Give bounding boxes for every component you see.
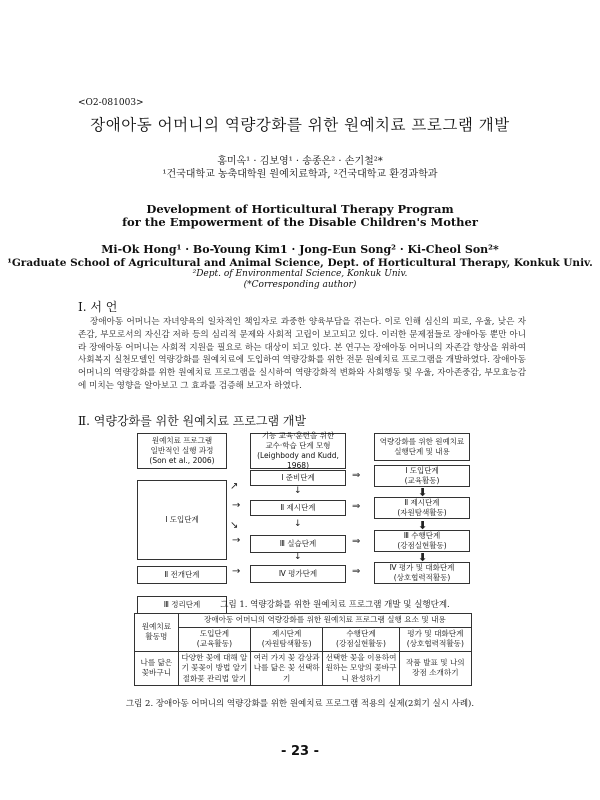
fig1-col2-stage-label: Ⅰ 준비단계	[281, 473, 315, 482]
section-1-body	[78, 316, 526, 393]
fig1-col3-stage-title: Ⅱ 제시단계	[404, 498, 440, 507]
table-col-title: 수행단계	[346, 628, 376, 638]
fig1-col2-stage	[250, 535, 346, 553]
fig1-col3-header-line: 역량강화를 위한 원예치료	[379, 437, 465, 446]
right-arrow-icon: →	[232, 500, 241, 511]
section-1-heading: Ⅰ. 서 언	[78, 300, 118, 314]
section-1-paragraph: 장애아동 어머니는 자녀양육의 일차적인 책임자로 과중한 양육부담을 겪는다. 이로 인해 심신의 피로, 우울, 낮은 자존감, 부모로서의 자신감 저하 등의 심리적 문제와 사회적 고립이 보고되고 있다. 이러한 문제점들로 장애아동 뿐만 아니라 장애아동 어머니는 사회적 지원을 필요로 하는 대상이 되고 있다. 본 연구는 장애아동 어머니의 자존감 향상을 위하여 사회복지 실천모델인 역량강화를 원예치료에 도입하여 역량강화를 위한 전문 원예치료 프로그램을 개발하였다. 장애아동 어머니의 역량강화를 위한 원예치료 프로그램을 실시하여 역량강화적 변화와 사회행동 및 우울, 자아존중감, 부모효능감에 미치는 영향을 알아보고 그 효과를 검증해 보고자 하였다.	[78, 317, 526, 391]
fig1-col2-header-line: (Leighbody and Kudd, 1968)	[257, 451, 339, 470]
table-col-header	[323, 627, 399, 651]
fig1-col3-stage-sub: (교육활동)	[404, 476, 440, 485]
diagonal-arrow-icon: ↗	[230, 481, 239, 492]
fig1-col2-header-line: 기능 교육·훈련을 위한	[261, 431, 335, 440]
double-arrow-icon: ⇒	[352, 566, 361, 577]
affiliation-english-dept: ²Dept. of Environmental Science, Konkuk Univ.	[192, 269, 408, 279]
table-col-title: 평가 및 대화단계	[407, 628, 464, 638]
fig1-col1-header-line: (Son et al., 2006)	[149, 456, 215, 465]
double-arrow-icon: ⇒	[352, 501, 361, 512]
bold-down-arrow-icon: ⬇	[418, 519, 428, 532]
fig1-col2-stage-label: Ⅳ 평가단계	[278, 569, 318, 578]
table-col-header	[251, 627, 323, 651]
fig1-col3-header	[374, 433, 470, 461]
table-col-sub: (자원탐색활동)	[261, 639, 312, 648]
double-arrow-icon: ⇒	[352, 470, 361, 481]
authors-korean: 홍미옥¹ · 김보영¹ · 송종은² · 손기철²*	[217, 156, 383, 167]
table-col-header	[399, 627, 471, 651]
table-col-sub: (강점실현활동)	[336, 639, 386, 648]
title-english	[0, 203, 600, 229]
table-cell: 다양한 꽃에 대해 알기 꽃꽂이 방법 알기 절화꽃 관리법 알기	[178, 651, 250, 686]
table-cell: 작품 발표 및 나의 장점 소개하기	[399, 651, 471, 686]
table-col-header	[178, 627, 250, 651]
fig1-col2-stage	[250, 500, 346, 516]
fig1-col3-stage-title: Ⅲ 수행단계	[403, 531, 441, 540]
down-arrow-icon: ↓	[294, 486, 302, 496]
fig1-col1-stage	[137, 480, 227, 560]
figure-1-caption: 그림 1. 역량강화를 위한 원예치료 프로그램 개발 및 실행단계.	[220, 600, 450, 610]
fig1-col1-stage-label: Ⅰ 도입단계	[165, 515, 199, 524]
table-col-title: 도입단계	[199, 628, 230, 638]
right-arrow-icon: →	[232, 566, 241, 577]
fig1-col3-stage	[374, 562, 470, 584]
table-row-name: 나를 닮은 꽃바구니	[135, 651, 179, 686]
fig1-col2-header-line: 교수·학습 단계 모형	[265, 441, 331, 450]
figure-2-caption: 그림 2. 장애아동 어머니의 역량강화를 위한 원예치료 프로그램 적용의 실제(2회기 실시 사례).	[125, 699, 475, 709]
fig1-col2-stage	[250, 470, 346, 486]
fig1-col3-header-line: 실행단계 및 내용	[394, 447, 450, 456]
right-arrow-icon: →	[232, 535, 241, 546]
table-col-sub: (상호협력적활동)	[406, 639, 464, 648]
table-span-header: 장애아동 어머니의 역량강화를 위한 원예치료 프로그램 실행 요소 및 내용	[178, 614, 471, 628]
double-arrow-icon: ⇒	[352, 536, 361, 547]
fig1-col1-header-line: 원예치료 프로그램	[151, 436, 213, 445]
table-cell: 여러 가지 꽃 감상과 나를 닮은 꽃 선택하기	[251, 651, 323, 686]
fig1-col3-stage-title: Ⅳ 평가 및 대화단계	[389, 563, 455, 572]
title-korean: 장애아동 어머니의 역량강화를 위한 원예치료 프로그램 개발	[90, 116, 510, 134]
fig1-col3-stage	[374, 465, 470, 487]
table-col-title: 제시단계	[272, 628, 302, 638]
authors-english: Mi-Ok Hong¹ · Bo-Young Kim1 · Jong-Eun Song² · Ki-Cheol Son²*	[101, 243, 499, 256]
table-row	[135, 651, 472, 686]
fig1-col3-stage-sub: (강점실현활동)	[397, 541, 447, 550]
diagonal-arrow-icon: ↘	[230, 520, 239, 531]
fig1-col3-stage-sub: (자원탐색활동)	[397, 508, 447, 517]
fig1-col3-stage	[374, 497, 470, 519]
fig1-col3-stage-sub: (상호협력적활동)	[393, 573, 451, 582]
fig1-col2-header	[250, 433, 346, 469]
title-english-line-2: for the Empowerment of the Disable Children's Mother	[122, 215, 478, 229]
affiliation-english-2	[0, 269, 600, 290]
fig1-col1-stage	[137, 566, 227, 584]
fig1-col1-header	[137, 433, 227, 469]
fig1-col3-stage	[374, 530, 470, 552]
bold-down-arrow-icon: ⬇	[418, 486, 428, 499]
corresponding-author-note: (*Corresponding author)	[243, 279, 357, 290]
down-arrow-icon: ↓	[294, 519, 302, 529]
fig1-col3-stage-title: Ⅰ 도입단계	[405, 466, 439, 475]
abstract-code: <O2-081003>	[78, 98, 144, 108]
fig1-col2-stage-label: Ⅲ 실습단계	[279, 539, 317, 548]
table-corner-cell: 원예치료 활동명	[135, 614, 179, 652]
title-english-line-1: Development of Horticultural Therapy Program	[146, 202, 454, 216]
bold-down-arrow-icon: ⬇	[418, 551, 428, 564]
section-2-heading: Ⅱ. 역량강화를 위한 원예치료 프로그램 개발	[78, 414, 307, 428]
page-number: - 23 -	[281, 744, 319, 759]
fig1-col1-stage-label: Ⅲ 정리단계	[163, 600, 201, 609]
table-col-sub: (교육활동)	[196, 639, 233, 648]
table-header-row	[135, 614, 472, 628]
down-arrow-icon: ↓	[294, 552, 302, 562]
fig1-col1-stage-label: Ⅱ 전개단계	[164, 570, 200, 579]
fig1-col2-stage-label: Ⅱ 제시단계	[280, 503, 316, 512]
program-table	[134, 613, 472, 686]
fig1-col1-header-line: 일반적인 실행 과정	[150, 446, 214, 455]
fig1-col2-stage	[250, 565, 346, 583]
affiliation-korean: ¹건국대학교 농축대학원 원예치료학과, ²건국대학교 환경과학과	[162, 169, 438, 180]
affiliation-english-1: ¹Graduate School of Agricultural and Animal Science, Dept. of Horticultural Therapy, Konkuk Univ.	[7, 257, 593, 269]
table-cell: 선택한 꽃을 이용하여 원하는 모양의 꽃바구니 완성하기	[323, 651, 399, 686]
table-subheader-row	[135, 627, 472, 651]
